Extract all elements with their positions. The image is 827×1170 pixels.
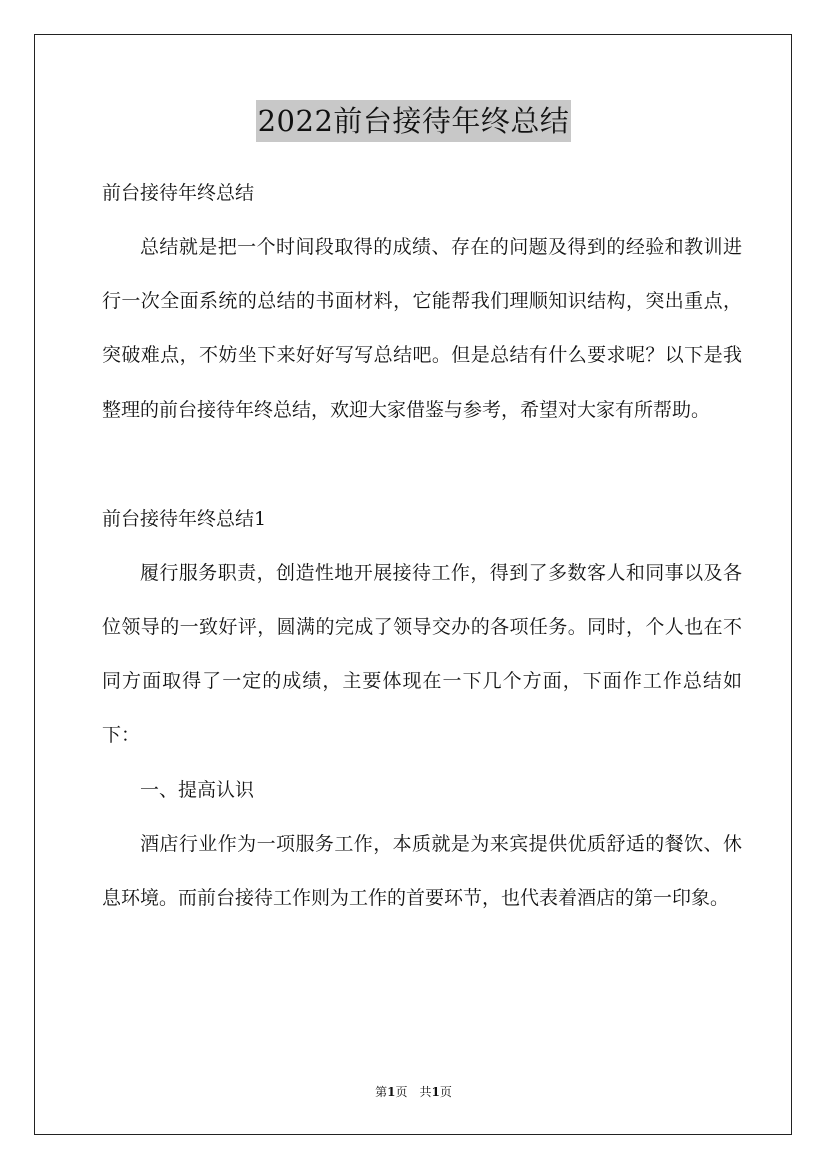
footer-middle: 页 共: [395, 1085, 432, 1099]
document-subtitle: 前台接待年终总结: [102, 182, 255, 204]
intro-paragraph: 总结就是把一个时间段取得的成绩、存在的问题及得到的经验和教训进行一次全面系统的总结的书面材料，它能帮我们理顺知识结构，突出重点，突破难点，不妨坐下来好好写写总结吧。但是总结有什么要求呢？以下是我整理的前台接待年终总结，欢迎大家借鉴与参考，希望对大家有所帮助。: [102, 236, 742, 421]
section-spacer: [102, 437, 742, 492]
section-paragraph-1: 履行服务职责，创造性地开展接待工作，得到了多数客人和同事以及各位领导的一致好评，圆满的完成了领导交办的各项任务。同时，个人也在不同方面取得了一定的成绩，主要体现在一下几个方面，下面作工作总结如下：: [102, 561, 742, 747]
footer-current-page: 1: [387, 1085, 396, 1099]
footer-suffix: 页: [439, 1085, 452, 1099]
document-body: [102, 166, 742, 925]
section-heading-1: 前台接待年终总结1: [102, 507, 267, 530]
document-title: 2022前台接待年终总结: [256, 100, 572, 142]
point-paragraph-1: 酒店行业作为一项服务工作，本质就是为来宾提供优质舒适的餐饮、休息环境。而前台接待工作则为工作的首要环节，也代表着酒店的第一印象。: [102, 832, 742, 909]
point-heading-1: 一、提高认识: [140, 778, 255, 801]
title-container: [0, 100, 827, 142]
page-footer: [0, 1082, 827, 1102]
footer-prefix: 第: [375, 1085, 388, 1099]
footer-total-pages: 1: [431, 1085, 440, 1099]
